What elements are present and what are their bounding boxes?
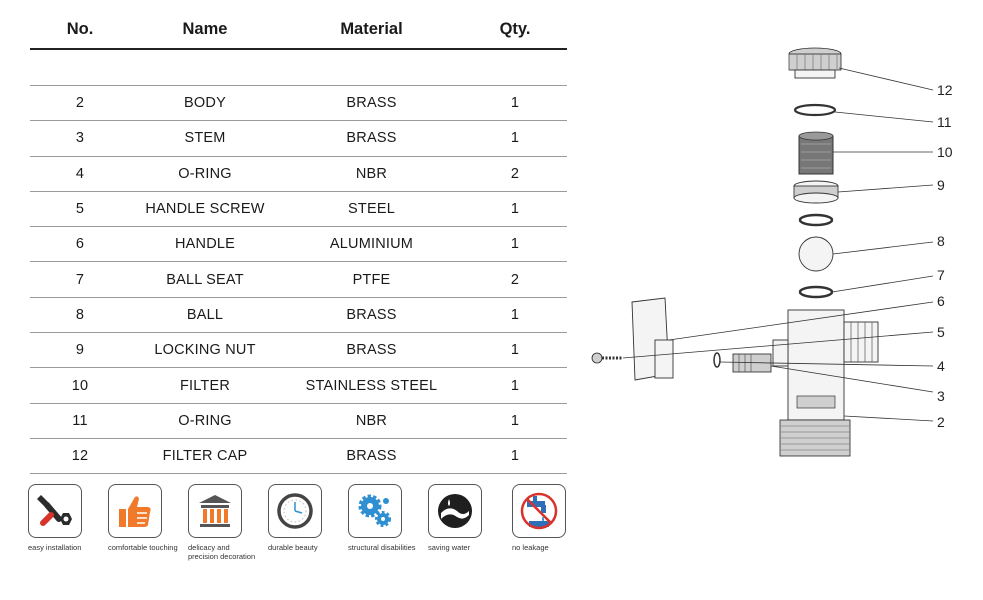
feature-no-leakage: [512, 484, 582, 552]
cell-name: BODY: [184, 95, 226, 112]
table-row: [30, 157, 567, 192]
header-no: No.: [66, 19, 94, 38]
part-body: [773, 310, 878, 456]
cell-material: ALUMINIUM: [329, 236, 414, 253]
callout-12: 12: [937, 82, 953, 98]
part-o-ring-stem: [714, 353, 720, 367]
building-icon: [195, 491, 235, 531]
part-locking-nut: [794, 181, 838, 203]
table-row: [30, 121, 567, 156]
callout-2: 2: [937, 414, 945, 430]
feature-label: delicacy and precision decoration: [188, 543, 256, 561]
cell-name: LOCKING NUT: [154, 342, 256, 359]
cell-name: FILTER CAP: [162, 448, 248, 465]
feature-durable-beauty: [268, 484, 338, 552]
part-filter-cap: [789, 48, 841, 78]
feature-icons: [28, 484, 588, 594]
feature-label: structural disabilities: [348, 543, 416, 552]
cell-material: BRASS: [346, 95, 397, 112]
cell-qty: 2: [510, 165, 520, 182]
cell-no: 2: [75, 95, 85, 112]
callout-11: 11: [937, 114, 952, 130]
cell-no: 9: [75, 342, 85, 359]
callout-8: 8: [937, 233, 945, 249]
cell-name: O-RING: [178, 165, 232, 182]
part-ball-seat: [800, 287, 832, 297]
cell-name: HANDLE SCREW: [145, 201, 265, 218]
callout-5: 5: [937, 324, 945, 340]
callout-6: 6: [937, 293, 945, 309]
part-handle-screw: [592, 353, 623, 363]
cell-qty: 1: [510, 342, 520, 359]
cell-material: BRASS: [346, 130, 397, 147]
wrench-nut-icon: [35, 491, 75, 531]
cell-material: BRASS: [346, 306, 397, 323]
cell-material: PTFE: [352, 271, 391, 288]
cell-qty: 1: [510, 377, 520, 394]
feature-saving-water: [428, 484, 498, 552]
table-row: [30, 298, 567, 333]
gears-icon: [355, 491, 395, 531]
header-qty: Qty.: [499, 19, 531, 38]
table-row: [30, 404, 567, 439]
table-row: [30, 333, 567, 368]
table-blank-row: [30, 50, 567, 86]
cell-material: STEEL: [348, 201, 395, 218]
cell-qty: 1: [510, 236, 520, 253]
cell-qty: 1: [510, 412, 520, 429]
feature-label: easy installation: [28, 543, 82, 552]
part-o-ring-top: [795, 105, 835, 115]
cell-name: O-RING: [178, 412, 232, 429]
callout-4: 4: [937, 358, 945, 374]
cell-no: 10: [71, 377, 89, 394]
feature-label: no leakage: [512, 543, 549, 552]
parts-table: [30, 10, 567, 474]
cell-qty: 1: [510, 306, 520, 323]
table-row: [30, 86, 567, 121]
cell-qty: 1: [510, 95, 520, 112]
cell-no: 5: [75, 201, 85, 218]
cell-material: BRASS: [346, 342, 397, 359]
callout-3: 3: [937, 388, 945, 404]
part-ball-seat-top: [800, 215, 832, 225]
feature-delicacy-precision: [188, 484, 258, 561]
cell-material: NBR: [355, 412, 388, 429]
no-leak-faucet-icon: [519, 491, 559, 531]
cell-no: 12: [71, 448, 89, 465]
cell-no: 11: [72, 412, 88, 429]
callout-9: 9: [937, 177, 945, 193]
cell-name: HANDLE: [174, 236, 236, 253]
cell-material: STAINLESS STEEL: [305, 377, 438, 394]
exploded-valve-diagram: [575, 40, 983, 480]
callout-7: 7: [937, 267, 945, 283]
table-row: [30, 227, 567, 262]
feature-label: durable beauty: [268, 543, 318, 552]
feature-structural: [348, 484, 418, 552]
cell-qty: 1: [510, 201, 520, 218]
feature-label: comfortable touching: [108, 543, 178, 552]
table-row: [30, 439, 567, 474]
header-material: Material: [340, 19, 403, 38]
table-row: [30, 262, 567, 297]
cell-qty: 1: [510, 130, 520, 147]
water-drop-icon: [435, 491, 475, 531]
table-header: [30, 10, 567, 50]
cell-name: STEM: [184, 130, 226, 147]
thumbs-up-icon: [115, 491, 155, 531]
clock-icon: [275, 491, 315, 531]
cell-name: BALL: [186, 306, 224, 323]
cell-qty: 2: [510, 271, 520, 288]
cell-no: 8: [75, 306, 85, 323]
cell-no: 6: [75, 236, 85, 253]
cell-no: 7: [75, 271, 85, 288]
feature-comfortable-touching: [108, 484, 178, 552]
part-ball: [799, 237, 833, 271]
cell-no: 4: [75, 165, 85, 182]
feature-easy-installation: [28, 484, 98, 552]
cell-name: BALL SEAT: [166, 271, 244, 288]
header-name: Name: [182, 19, 228, 38]
callout-10: 10: [937, 144, 953, 160]
cell-name: FILTER: [179, 377, 231, 394]
cell-qty: 1: [510, 448, 520, 465]
table-row: [30, 192, 567, 227]
table-row: [30, 368, 567, 403]
part-filter: [799, 132, 833, 174]
part-handle: [632, 298, 673, 380]
feature-label: saving water: [428, 543, 471, 552]
cell-material: BRASS: [346, 448, 397, 465]
cell-material: NBR: [355, 165, 388, 182]
cell-no: 3: [75, 130, 85, 147]
